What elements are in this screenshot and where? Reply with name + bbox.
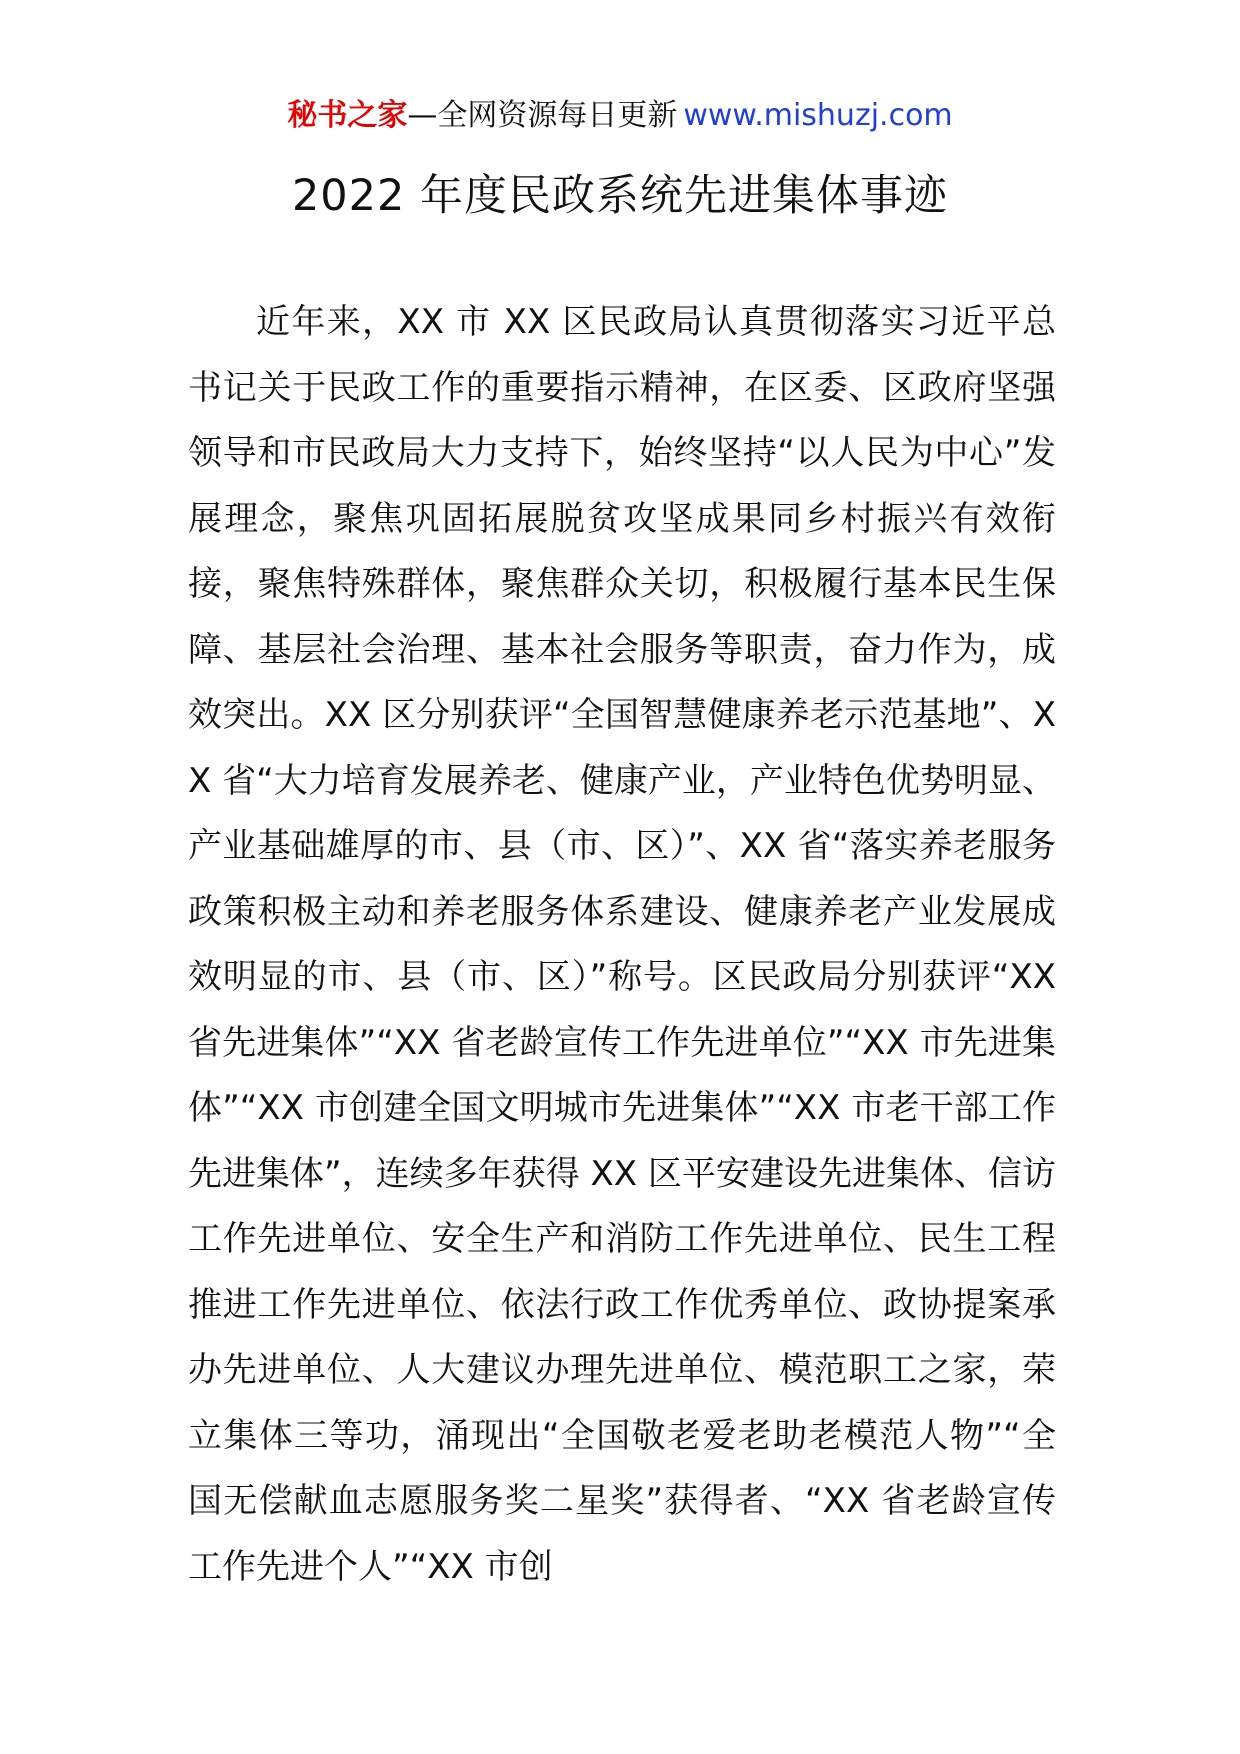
document-title: 2022 年度民政系统先进集体事迹 [291,171,949,221]
body-paragraph: 近年来，XX 市 XX 区民政局认真贯彻落实习近平总书记关于民政工作的重要指示精神，在区委、区政府坚强领导和市民政局大力支持下，始终坚持“以人民为中心”发展理念，聚焦巩固拓展脱贫攻坚成果同乡村振兴有效衔接，聚焦特殊群体，聚焦群众关切，积极履行基本民生保障、基层社会治理、基本社会服务等职责，奋力作为，成效突出。XX 区分别获评“全国智慧健康养老示范基地”、XX 省“大力培育发展养老、健康产业，产业特色优势明显、产业基础雄厚的市、县（市、区）”、XX 省“落实养老服务政策积极主动和养老服务体系建设、健康养老产业发展成效明显的市、县（市、区）”称号。区民政局分别获评“XX 省先进集体”“XX 省老龄宣传工作先进单位”“XX 市先进集体”“XX 市创建全国文明城市先进集体”“XX 市老干部工作先进集体”，连续多年获得 XX 区平安建设先进集体、信访工作先进单位、安全生产和消防工作先进单位、民生工程推进工作先进单位、依法行政工作优秀单位、政协提案承办先进单位、人大建议办理先进单位、模范职工之家，荣立集体三等功，涌现出“全国敬老爱老助老模范人物”“全国无偿献血志愿服务奖二星奖”获得者、“XX 省老龄宣传工作先进个人”“XX 市创 [188,302,1056,1587]
site-url-link[interactable]: www.mishuzj.com [683,98,953,133]
brand-name: 秘书之家 [287,98,408,133]
site-header [0,96,1240,136]
header-tagline: —全网资源每日更新 [407,98,678,133]
